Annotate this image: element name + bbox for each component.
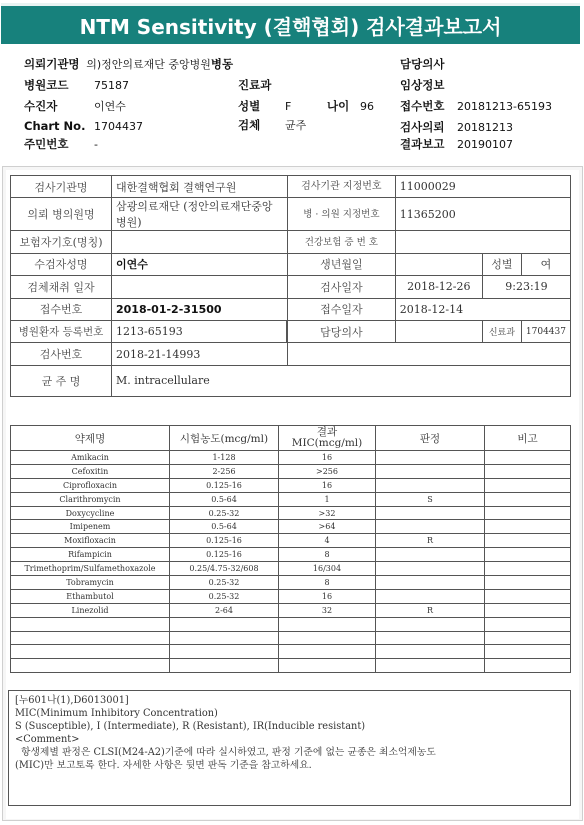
specimen-label: 검체 xyxy=(238,118,261,132)
drug-name: Tobramycin xyxy=(11,576,170,590)
drug-row xyxy=(11,576,571,590)
drug-name: Ethambutol xyxy=(11,589,170,603)
comment-text-2: (MIC)만 보고토록 한다. 자세한 사항은 뒷면 판독 기준을 참고하세요. xyxy=(15,760,312,771)
drug-row xyxy=(11,631,571,645)
health-value xyxy=(395,231,570,253)
ward-label: 병동 xyxy=(210,57,234,71)
interpretation xyxy=(376,506,485,520)
insurance-value xyxy=(112,231,288,253)
mic-result: 8 xyxy=(279,576,376,590)
mic-result xyxy=(279,617,376,631)
insurance-label: 보험자기호(명칭) xyxy=(11,231,112,253)
drug-name: Rifampicin xyxy=(11,548,170,562)
remarks xyxy=(485,603,571,617)
remarks xyxy=(485,492,571,506)
lab-name-label: 검사기관명 xyxy=(11,176,112,198)
mic-result: 16/304 xyxy=(279,562,376,576)
test-concentration: 0.125-16 xyxy=(170,548,279,562)
reg-label: 병원환자 등록번호 xyxy=(11,320,112,342)
mic-result: 4 xyxy=(279,534,376,548)
drug-name: Ciprofloxacin xyxy=(11,478,170,492)
comment-legend: S (Susceptible), I (Intermediate), R (Resistant), IR(Inducible resistant) xyxy=(15,721,366,732)
interpretation xyxy=(376,562,485,576)
test-concentration xyxy=(170,631,279,645)
remarks xyxy=(485,576,571,590)
requester-label: 신료과 xyxy=(482,320,521,342)
mic-result: >64 xyxy=(279,520,376,534)
drug-name: Doxycycline xyxy=(11,506,170,520)
organism-value: M. intracellulare xyxy=(112,365,571,396)
client-code-value: 11365200 xyxy=(395,198,570,231)
remarks xyxy=(485,659,571,673)
drug-row xyxy=(11,548,571,562)
interpretation xyxy=(376,659,485,673)
institution-label: 의뢰기관명 xyxy=(24,57,80,71)
report-sex-value: 여 xyxy=(521,253,570,275)
dob-value xyxy=(395,253,482,275)
remarks xyxy=(485,506,571,520)
remarks xyxy=(485,645,571,659)
test-concentration: 0.25/4.75-32/608 xyxy=(170,562,279,576)
sex-value: F xyxy=(285,100,292,113)
test-concentration: 0.25-32 xyxy=(170,576,279,590)
test-concentration: 0.125-16 xyxy=(170,478,279,492)
interpretation xyxy=(376,464,485,478)
institution-value: 의)정안의료재단 중앙병원 xyxy=(86,58,211,71)
interpretation xyxy=(376,548,485,562)
test-time-value: 9:23:19 xyxy=(482,276,570,298)
lab-name-value: 대한결핵협회 결핵연구원 xyxy=(112,176,288,198)
test-concentration: 0.25-32 xyxy=(170,506,279,520)
drug-row xyxy=(11,645,571,659)
mic-result: 32 xyxy=(279,603,376,617)
remarks xyxy=(485,617,571,631)
drug-row xyxy=(11,464,571,478)
drug-row xyxy=(11,451,571,465)
drug-name: Cefoxitin xyxy=(11,464,170,478)
report-date-label: 결과보고 xyxy=(400,137,445,151)
drug-row xyxy=(11,534,571,548)
interpretation: R xyxy=(376,603,485,617)
drug-name: Amikacin xyxy=(11,451,170,465)
mic-result: 16 xyxy=(279,451,376,465)
organism-label: 균 주 명 xyxy=(11,365,112,396)
interpretation xyxy=(376,631,485,645)
report-title: NTM Sensitivity (결핵협회) 검사결과보고서 xyxy=(1,3,580,44)
drug-row xyxy=(11,520,571,534)
receipt-label: 접수번호 xyxy=(11,298,112,320)
drug-row xyxy=(11,506,571,520)
test-concentration xyxy=(170,659,279,673)
test-concentration xyxy=(170,617,279,631)
drug-name: Moxifloxacin xyxy=(11,534,170,548)
header-mic: 결과 MIC(mcg/ml) xyxy=(279,426,376,451)
drug-name: Clarithromycin xyxy=(11,492,170,506)
drug-row xyxy=(11,492,571,506)
interpretation: S xyxy=(376,492,485,506)
doctor-in-charge-value xyxy=(395,320,482,342)
age-value: 96 xyxy=(360,100,374,113)
clinical-info-label: 임상정보 xyxy=(400,78,445,92)
drug-name xyxy=(11,645,170,659)
resident-no-value: - xyxy=(94,138,98,151)
mic-result: 8 xyxy=(279,548,376,562)
susceptibility-header-row xyxy=(11,426,571,451)
client-label: 의뢰 병의원명 xyxy=(11,198,112,231)
drug-row xyxy=(11,603,571,617)
drug-row xyxy=(11,589,571,603)
drug-name: Linezolid xyxy=(11,603,170,617)
patient-name-value: 이연수 xyxy=(112,253,288,275)
receipt-date-value: 2018-12-14 xyxy=(395,298,570,320)
remarks xyxy=(485,464,571,478)
patient-label: 수진자 xyxy=(24,99,58,113)
drug-name xyxy=(11,631,170,645)
hospital-code-label: 병원코드 xyxy=(24,78,69,92)
comment-code: [누601나(1),D6013001] xyxy=(15,695,129,706)
mic-result xyxy=(279,645,376,659)
receipt-value: 2018-01-2-31500 xyxy=(112,298,288,320)
interpretation xyxy=(376,451,485,465)
receipt-no-value: 20181213-65193 xyxy=(457,100,552,113)
mic-result: 16 xyxy=(279,589,376,603)
test-concentration: 0.25-32 xyxy=(170,589,279,603)
test-concentration: 0.5-64 xyxy=(170,492,279,506)
resident-no-label: 주민번호 xyxy=(24,137,69,151)
comment-heading: <Comment> xyxy=(15,734,80,745)
request-date-label: 검사의뢰 xyxy=(400,120,445,134)
drug-row xyxy=(11,617,571,631)
interpretation: R xyxy=(376,534,485,548)
drug-row xyxy=(11,478,571,492)
test-concentration: 1-128 xyxy=(170,451,279,465)
remarks xyxy=(485,520,571,534)
report-date-value: 20190107 xyxy=(457,138,513,151)
chart-no-value: 1704437 xyxy=(94,120,143,133)
request-date-value: 20181213 xyxy=(457,121,513,134)
remarks xyxy=(485,451,571,465)
institution-row xyxy=(24,56,233,72)
interpretation xyxy=(376,520,485,534)
test-concentration: 0.5-64 xyxy=(170,520,279,534)
doctor-in-charge-label: 담당의사 xyxy=(288,320,396,342)
age-label: 나이 xyxy=(327,99,350,113)
dob-label: 생년월일 xyxy=(288,253,396,275)
remarks xyxy=(485,562,571,576)
mic-result: 16 xyxy=(279,478,376,492)
mic-result xyxy=(279,659,376,673)
patient-name-label: 수검자성명 xyxy=(11,253,112,275)
interpretation xyxy=(376,576,485,590)
remarks xyxy=(485,548,571,562)
comment-box xyxy=(8,690,571,806)
patient-value: 이연수 xyxy=(94,100,126,113)
sex-label: 성별 xyxy=(238,99,261,113)
drug-name xyxy=(11,617,170,631)
interpretation xyxy=(376,589,485,603)
mic-result: >32 xyxy=(279,506,376,520)
remarks xyxy=(485,631,571,645)
test-no-blank xyxy=(288,343,571,365)
susceptibility-table xyxy=(10,425,571,673)
specimen-value: 균주 xyxy=(285,119,307,132)
drug-row xyxy=(11,562,571,576)
dept-label: 진료과 xyxy=(238,78,272,92)
remarks xyxy=(485,534,571,548)
mic-result: >256 xyxy=(279,464,376,478)
header-test-conc: 시험농도(mcg/ml) xyxy=(170,426,279,451)
drug-name: Trimethoprim/Sulfamethoxazole xyxy=(11,562,170,576)
drug-name: Imipenem xyxy=(11,520,170,534)
report-info-table xyxy=(10,175,571,397)
collect-label: 검체채취 일자 xyxy=(11,276,112,298)
mic-result: 1 xyxy=(279,492,376,506)
requester-value: 1704437 xyxy=(521,320,570,342)
lab-code-value: 11000029 xyxy=(395,176,570,198)
test-no-value: 2018-21-14993 xyxy=(112,343,288,365)
collect-value xyxy=(112,276,288,298)
interpretation xyxy=(376,645,485,659)
drug-row xyxy=(11,659,571,673)
header-remarks: 비고 xyxy=(485,426,571,451)
doctor-label: 담당의사 xyxy=(400,57,445,71)
test-concentration: 2-64 xyxy=(170,603,279,617)
mic-result xyxy=(279,631,376,645)
lab-code-label: 검사기관 지정번호 xyxy=(288,176,396,198)
reg-value: 1213-65193 xyxy=(112,320,287,342)
hospital-code-value: 75187 xyxy=(94,79,129,92)
test-date-value: 2018-12-26 xyxy=(395,276,482,298)
test-concentration xyxy=(170,645,279,659)
health-label: 건강보험 증 번 호 xyxy=(288,231,396,253)
comment-mic-definition: MIC(Minimum Inhibitory Concentration) xyxy=(15,708,218,719)
chart-no-label: Chart No. xyxy=(24,119,86,133)
interpretation xyxy=(376,617,485,631)
header-interpretation: 판정 xyxy=(376,426,485,451)
comment-text-1: 항생제별 판정은 CLSI(M24-A2)기준에 따라 실시하였고, 판정 기준에 없는 균종은 최소억제농도 xyxy=(21,747,436,758)
client-code-label: 병 · 의원 지정번호 xyxy=(288,198,396,231)
client-value: 삼광의료재단 (정안의료재단중앙병원) xyxy=(112,198,288,231)
test-concentration: 0.125-16 xyxy=(170,534,279,548)
interpretation xyxy=(376,478,485,492)
test-no-label: 검사번호 xyxy=(11,343,112,365)
receipt-no-label: 접수번호 xyxy=(400,99,445,113)
drug-name xyxy=(11,659,170,673)
receipt-date-label: 접수일자 xyxy=(288,298,396,320)
remarks xyxy=(485,478,571,492)
report-sex-label: 성별 xyxy=(482,253,521,275)
remarks xyxy=(485,589,571,603)
test-date-label: 검사일자 xyxy=(288,276,396,298)
header-drug: 약제명 xyxy=(11,426,170,451)
test-concentration: 2-256 xyxy=(170,464,279,478)
